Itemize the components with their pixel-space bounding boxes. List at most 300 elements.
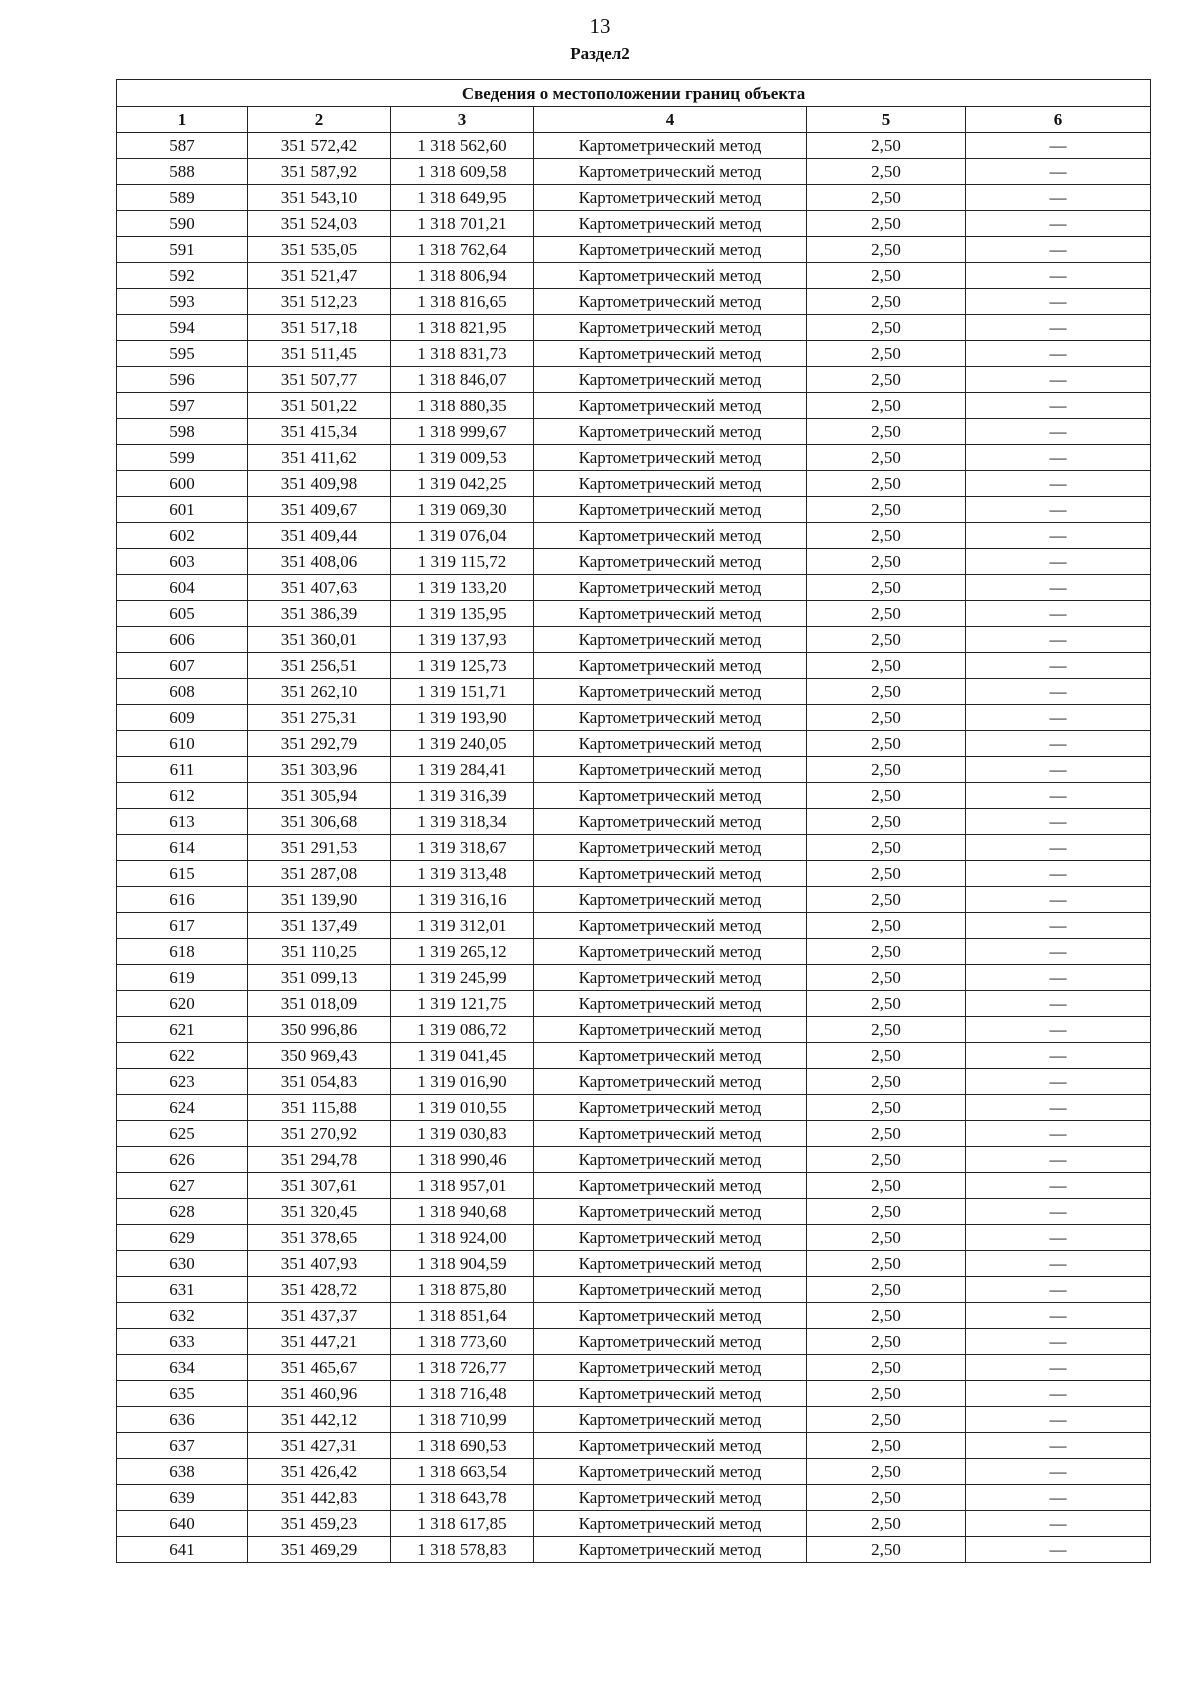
accuracy-cell: 2,50 [807, 523, 966, 549]
table-row [117, 315, 1151, 341]
x-coordinate-cell: 351 409,67 [248, 497, 391, 523]
accuracy-cell: 2,50 [807, 705, 966, 731]
method-cell: Картометрический метод [534, 1069, 807, 1095]
note-cell: — [966, 731, 1151, 757]
point-number-cell: 615 [117, 861, 248, 887]
point-number-cell: 631 [117, 1277, 248, 1303]
note-cell: — [966, 991, 1151, 1017]
x-coordinate-cell: 351 099,13 [248, 965, 391, 991]
method-cell: Картометрический метод [534, 315, 807, 341]
method-cell: Картометрический метод [534, 237, 807, 263]
accuracy-cell: 2,50 [807, 653, 966, 679]
x-coordinate-cell: 351 517,18 [248, 315, 391, 341]
x-coordinate-cell: 351 460,96 [248, 1381, 391, 1407]
table-row [117, 497, 1151, 523]
point-number-cell: 633 [117, 1329, 248, 1355]
point-number-cell: 612 [117, 783, 248, 809]
table-row [117, 991, 1151, 1017]
x-coordinate-cell: 351 018,09 [248, 991, 391, 1017]
x-coordinate-cell: 351 137,49 [248, 913, 391, 939]
accuracy-cell: 2,50 [807, 1329, 966, 1355]
table-header-row [117, 107, 1151, 133]
accuracy-cell: 2,50 [807, 367, 966, 393]
note-cell: — [966, 939, 1151, 965]
accuracy-cell: 2,50 [807, 1537, 966, 1563]
y-coordinate-cell: 1 319 010,55 [391, 1095, 534, 1121]
accuracy-cell: 2,50 [807, 1485, 966, 1511]
method-cell: Картометрический метод [534, 679, 807, 705]
y-coordinate-cell: 1 318 609,58 [391, 159, 534, 185]
y-coordinate-cell: 1 318 831,73 [391, 341, 534, 367]
note-cell: — [966, 705, 1151, 731]
note-cell: — [966, 1433, 1151, 1459]
method-cell: Картометрический метод [534, 1251, 807, 1277]
accuracy-cell: 2,50 [807, 601, 966, 627]
point-number-cell: 622 [117, 1043, 248, 1069]
accuracy-cell: 2,50 [807, 1433, 966, 1459]
x-coordinate-cell: 351 110,25 [248, 939, 391, 965]
table-row [117, 1485, 1151, 1511]
table-row [117, 1225, 1151, 1251]
y-coordinate-cell: 1 318 990,46 [391, 1147, 534, 1173]
y-coordinate-cell: 1 318 999,67 [391, 419, 534, 445]
method-cell: Картометрический метод [534, 731, 807, 757]
accuracy-cell: 2,50 [807, 445, 966, 471]
x-coordinate-cell: 351 524,03 [248, 211, 391, 237]
y-coordinate-cell: 1 319 284,41 [391, 757, 534, 783]
table-body [117, 133, 1151, 1563]
point-number-cell: 593 [117, 289, 248, 315]
accuracy-cell: 2,50 [807, 315, 966, 341]
x-coordinate-cell: 351 360,01 [248, 627, 391, 653]
point-number-cell: 600 [117, 471, 248, 497]
table-row [117, 731, 1151, 757]
point-number-cell: 598 [117, 419, 248, 445]
accuracy-cell: 2,50 [807, 159, 966, 185]
method-cell: Картометрический метод [534, 991, 807, 1017]
method-cell: Картометрический метод [534, 783, 807, 809]
note-cell: — [966, 575, 1151, 601]
accuracy-cell: 2,50 [807, 471, 966, 497]
note-cell: — [966, 1017, 1151, 1043]
y-coordinate-cell: 1 318 762,64 [391, 237, 534, 263]
table-row [117, 1121, 1151, 1147]
point-number-cell: 614 [117, 835, 248, 861]
y-coordinate-cell: 1 319 086,72 [391, 1017, 534, 1043]
point-number-cell: 624 [117, 1095, 248, 1121]
y-coordinate-cell: 1 319 318,67 [391, 835, 534, 861]
point-number-cell: 630 [117, 1251, 248, 1277]
note-cell: — [966, 1199, 1151, 1225]
method-cell: Картометрический метод [534, 211, 807, 237]
y-coordinate-cell: 1 319 316,16 [391, 887, 534, 913]
y-coordinate-cell: 1 318 690,53 [391, 1433, 534, 1459]
note-cell: — [966, 1381, 1151, 1407]
accuracy-cell: 2,50 [807, 1199, 966, 1225]
x-coordinate-cell: 351 292,79 [248, 731, 391, 757]
point-number-cell: 603 [117, 549, 248, 575]
table-row [117, 367, 1151, 393]
point-number-cell: 623 [117, 1069, 248, 1095]
note-cell: — [966, 627, 1151, 653]
point-number-cell: 638 [117, 1459, 248, 1485]
point-number-cell: 613 [117, 809, 248, 835]
x-coordinate-cell: 351 291,53 [248, 835, 391, 861]
accuracy-cell: 2,50 [807, 1121, 966, 1147]
point-number-cell: 637 [117, 1433, 248, 1459]
accuracy-cell: 2,50 [807, 913, 966, 939]
note-cell: — [966, 419, 1151, 445]
y-coordinate-cell: 1 318 710,99 [391, 1407, 534, 1433]
point-number-cell: 608 [117, 679, 248, 705]
note-cell: — [966, 653, 1151, 679]
method-cell: Картометрический метод [534, 445, 807, 471]
accuracy-cell: 2,50 [807, 419, 966, 445]
note-cell: — [966, 445, 1151, 471]
x-coordinate-cell: 351 306,68 [248, 809, 391, 835]
y-coordinate-cell: 1 318 562,60 [391, 133, 534, 159]
point-number-cell: 640 [117, 1511, 248, 1537]
point-number-cell: 595 [117, 341, 248, 367]
y-coordinate-cell: 1 319 265,12 [391, 939, 534, 965]
method-cell: Картометрический метод [534, 1095, 807, 1121]
note-cell: — [966, 1251, 1151, 1277]
note-cell: — [966, 783, 1151, 809]
note-cell: — [966, 367, 1151, 393]
accuracy-cell: 2,50 [807, 237, 966, 263]
point-number-cell: 611 [117, 757, 248, 783]
accuracy-cell: 2,50 [807, 757, 966, 783]
x-coordinate-cell: 351 465,67 [248, 1355, 391, 1381]
note-cell: — [966, 315, 1151, 341]
note-cell: — [966, 965, 1151, 991]
accuracy-cell: 2,50 [807, 185, 966, 211]
method-cell: Картометрический метод [534, 1017, 807, 1043]
note-cell: — [966, 1121, 1151, 1147]
point-number-cell: 609 [117, 705, 248, 731]
point-number-cell: 605 [117, 601, 248, 627]
note-cell: — [966, 1069, 1151, 1095]
table-row [117, 1277, 1151, 1303]
point-number-cell: 625 [117, 1121, 248, 1147]
point-number-cell: 617 [117, 913, 248, 939]
table-row [117, 1537, 1151, 1563]
note-cell: — [966, 887, 1151, 913]
method-cell: Картометрический метод [534, 497, 807, 523]
accuracy-cell: 2,50 [807, 887, 966, 913]
point-number-cell: 616 [117, 887, 248, 913]
note-cell: — [966, 679, 1151, 705]
table-row [117, 679, 1151, 705]
x-coordinate-cell: 351 287,08 [248, 861, 391, 887]
table-row [117, 237, 1151, 263]
note-cell: — [966, 861, 1151, 887]
page-number: 13 [589, 14, 611, 38]
x-coordinate-cell: 351 447,21 [248, 1329, 391, 1355]
x-coordinate-cell: 351 409,44 [248, 523, 391, 549]
table-row [117, 1199, 1151, 1225]
accuracy-cell: 2,50 [807, 679, 966, 705]
table-row [117, 549, 1151, 575]
method-cell: Картометрический метод [534, 1485, 807, 1511]
y-coordinate-cell: 1 319 133,20 [391, 575, 534, 601]
section-title: Раздел2 [570, 44, 630, 63]
accuracy-cell: 2,50 [807, 263, 966, 289]
note-cell: — [966, 185, 1151, 211]
table-row [117, 887, 1151, 913]
method-cell: Картометрический метод [534, 1329, 807, 1355]
note-cell: — [966, 237, 1151, 263]
accuracy-cell: 2,50 [807, 1355, 966, 1381]
table-row [117, 1069, 1151, 1095]
column-header: 5 [807, 107, 966, 133]
note-cell: — [966, 809, 1151, 835]
method-cell: Картометрический метод [534, 575, 807, 601]
table-row [117, 471, 1151, 497]
table-row [117, 1095, 1151, 1121]
method-cell: Картометрический метод [534, 809, 807, 835]
table-row [117, 445, 1151, 471]
x-coordinate-cell: 351 442,12 [248, 1407, 391, 1433]
note-cell: — [966, 757, 1151, 783]
y-coordinate-cell: 1 319 115,72 [391, 549, 534, 575]
note-cell: — [966, 471, 1151, 497]
method-cell: Картометрический метод [534, 1303, 807, 1329]
method-cell: Картометрический метод [534, 861, 807, 887]
table-row [117, 757, 1151, 783]
accuracy-cell: 2,50 [807, 1381, 966, 1407]
note-cell: — [966, 1459, 1151, 1485]
y-coordinate-cell: 1 318 806,94 [391, 263, 534, 289]
method-cell: Картометрический метод [534, 393, 807, 419]
x-coordinate-cell: 351 535,05 [248, 237, 391, 263]
point-number-cell: 599 [117, 445, 248, 471]
x-coordinate-cell: 351 307,61 [248, 1173, 391, 1199]
point-number-cell: 641 [117, 1537, 248, 1563]
x-coordinate-cell: 351 511,45 [248, 341, 391, 367]
y-coordinate-cell: 1 319 313,48 [391, 861, 534, 887]
point-number-cell: 639 [117, 1485, 248, 1511]
accuracy-cell: 2,50 [807, 575, 966, 601]
y-coordinate-cell: 1 318 726,77 [391, 1355, 534, 1381]
y-coordinate-cell: 1 319 016,90 [391, 1069, 534, 1095]
y-coordinate-cell: 1 318 643,78 [391, 1485, 534, 1511]
y-coordinate-cell: 1 319 009,53 [391, 445, 534, 471]
note-cell: — [966, 1303, 1151, 1329]
x-coordinate-cell: 351 054,83 [248, 1069, 391, 1095]
point-number-cell: 597 [117, 393, 248, 419]
y-coordinate-cell: 1 318 649,95 [391, 185, 534, 211]
x-coordinate-cell: 350 969,43 [248, 1043, 391, 1069]
column-header: 2 [248, 107, 391, 133]
x-coordinate-cell: 350 996,86 [248, 1017, 391, 1043]
table-row [117, 601, 1151, 627]
y-coordinate-cell: 1 319 135,95 [391, 601, 534, 627]
method-cell: Картометрический метод [534, 939, 807, 965]
table-row [117, 1017, 1151, 1043]
point-number-cell: 634 [117, 1355, 248, 1381]
point-number-cell: 628 [117, 1199, 248, 1225]
accuracy-cell: 2,50 [807, 731, 966, 757]
point-number-cell: 596 [117, 367, 248, 393]
method-cell: Картометрический метод [534, 653, 807, 679]
y-coordinate-cell: 1 319 121,75 [391, 991, 534, 1017]
x-coordinate-cell: 351 407,93 [248, 1251, 391, 1277]
y-coordinate-cell: 1 318 940,68 [391, 1199, 534, 1225]
accuracy-cell: 2,50 [807, 1225, 966, 1251]
point-number-cell: 588 [117, 159, 248, 185]
accuracy-cell: 2,50 [807, 991, 966, 1017]
point-number-cell: 618 [117, 939, 248, 965]
y-coordinate-cell: 1 318 880,35 [391, 393, 534, 419]
boundary-coordinates-table [116, 79, 1151, 1563]
table-row [117, 1511, 1151, 1537]
note-cell: — [966, 1043, 1151, 1069]
table-row [117, 835, 1151, 861]
accuracy-cell: 2,50 [807, 965, 966, 991]
accuracy-cell: 2,50 [807, 1407, 966, 1433]
x-coordinate-cell: 351 437,37 [248, 1303, 391, 1329]
accuracy-cell: 2,50 [807, 497, 966, 523]
method-cell: Картометрический метод [534, 549, 807, 575]
point-number-cell: 607 [117, 653, 248, 679]
table-row [117, 1407, 1151, 1433]
x-coordinate-cell: 351 256,51 [248, 653, 391, 679]
y-coordinate-cell: 1 318 821,95 [391, 315, 534, 341]
note-cell: — [966, 341, 1151, 367]
point-number-cell: 632 [117, 1303, 248, 1329]
method-cell: Картометрический метод [534, 965, 807, 991]
x-coordinate-cell: 351 507,77 [248, 367, 391, 393]
note-cell: — [966, 1225, 1151, 1251]
accuracy-cell: 2,50 [807, 861, 966, 887]
x-coordinate-cell: 351 408,06 [248, 549, 391, 575]
point-number-cell: 591 [117, 237, 248, 263]
method-cell: Картометрический метод [534, 1511, 807, 1537]
y-coordinate-cell: 1 319 042,25 [391, 471, 534, 497]
note-cell: — [966, 289, 1151, 315]
y-coordinate-cell: 1 318 957,01 [391, 1173, 534, 1199]
table-row [117, 653, 1151, 679]
column-header: 4 [534, 107, 807, 133]
method-cell: Картометрический метод [534, 1225, 807, 1251]
table-row [117, 1173, 1151, 1199]
note-cell: — [966, 1407, 1151, 1433]
method-cell: Картометрический метод [534, 419, 807, 445]
point-number-cell: 635 [117, 1381, 248, 1407]
method-cell: Картометрический метод [534, 1355, 807, 1381]
note-cell: — [966, 133, 1151, 159]
note-cell: — [966, 393, 1151, 419]
x-coordinate-cell: 351 386,39 [248, 601, 391, 627]
x-coordinate-cell: 351 115,88 [248, 1095, 391, 1121]
note-cell: — [966, 1485, 1151, 1511]
table-row [117, 263, 1151, 289]
note-cell: — [966, 549, 1151, 575]
y-coordinate-cell: 1 319 193,90 [391, 705, 534, 731]
y-coordinate-cell: 1 319 316,39 [391, 783, 534, 809]
method-cell: Картометрический метод [534, 1043, 807, 1069]
point-number-cell: 602 [117, 523, 248, 549]
accuracy-cell: 2,50 [807, 1043, 966, 1069]
accuracy-cell: 2,50 [807, 1303, 966, 1329]
x-coordinate-cell: 351 378,65 [248, 1225, 391, 1251]
x-coordinate-cell: 351 459,23 [248, 1511, 391, 1537]
method-cell: Картометрический метод [534, 1433, 807, 1459]
table-row [117, 861, 1151, 887]
point-number-cell: 636 [117, 1407, 248, 1433]
note-cell: — [966, 1147, 1151, 1173]
table-row [117, 1355, 1151, 1381]
y-coordinate-cell: 1 319 069,30 [391, 497, 534, 523]
method-cell: Картометрический метод [534, 263, 807, 289]
y-coordinate-cell: 1 318 617,85 [391, 1511, 534, 1537]
method-cell: Картометрический метод [534, 1537, 807, 1563]
table-row [117, 965, 1151, 991]
accuracy-cell: 2,50 [807, 627, 966, 653]
x-coordinate-cell: 351 139,90 [248, 887, 391, 913]
table-row [117, 133, 1151, 159]
note-cell: — [966, 1095, 1151, 1121]
table-row [117, 393, 1151, 419]
accuracy-cell: 2,50 [807, 341, 966, 367]
x-coordinate-cell: 351 469,29 [248, 1537, 391, 1563]
method-cell: Картометрический метод [534, 523, 807, 549]
table-row [117, 627, 1151, 653]
table-row [117, 575, 1151, 601]
method-cell: Картометрический метод [534, 1199, 807, 1225]
y-coordinate-cell: 1 318 716,48 [391, 1381, 534, 1407]
note-cell: — [966, 1277, 1151, 1303]
note-cell: — [966, 523, 1151, 549]
y-coordinate-cell: 1 318 773,60 [391, 1329, 534, 1355]
point-number-cell: 594 [117, 315, 248, 341]
method-cell: Картометрический метод [534, 601, 807, 627]
method-cell: Картометрический метод [534, 133, 807, 159]
note-cell: — [966, 1173, 1151, 1199]
x-coordinate-cell: 351 407,63 [248, 575, 391, 601]
x-coordinate-cell: 351 305,94 [248, 783, 391, 809]
table-row [117, 419, 1151, 445]
y-coordinate-cell: 1 318 701,21 [391, 211, 534, 237]
x-coordinate-cell: 351 587,92 [248, 159, 391, 185]
point-number-cell: 629 [117, 1225, 248, 1251]
y-coordinate-cell: 1 318 663,54 [391, 1459, 534, 1485]
table-caption: Сведения о местоположении границ объекта [117, 80, 1151, 107]
method-cell: Картометрический метод [534, 471, 807, 497]
x-coordinate-cell: 351 415,34 [248, 419, 391, 445]
table-row [117, 809, 1151, 835]
note-cell: — [966, 1355, 1151, 1381]
accuracy-cell: 2,50 [807, 1511, 966, 1537]
y-coordinate-cell: 1 319 151,71 [391, 679, 534, 705]
y-coordinate-cell: 1 319 125,73 [391, 653, 534, 679]
accuracy-cell: 2,50 [807, 1173, 966, 1199]
x-coordinate-cell: 351 409,98 [248, 471, 391, 497]
column-header: 6 [966, 107, 1151, 133]
accuracy-cell: 2,50 [807, 1459, 966, 1485]
column-header: 3 [391, 107, 534, 133]
accuracy-cell: 2,50 [807, 393, 966, 419]
x-coordinate-cell: 351 320,45 [248, 1199, 391, 1225]
accuracy-cell: 2,50 [807, 289, 966, 315]
note-cell: — [966, 835, 1151, 861]
method-cell: Картометрический метод [534, 913, 807, 939]
y-coordinate-cell: 1 318 578,83 [391, 1537, 534, 1563]
accuracy-cell: 2,50 [807, 835, 966, 861]
y-coordinate-cell: 1 318 851,64 [391, 1303, 534, 1329]
x-coordinate-cell: 351 303,96 [248, 757, 391, 783]
